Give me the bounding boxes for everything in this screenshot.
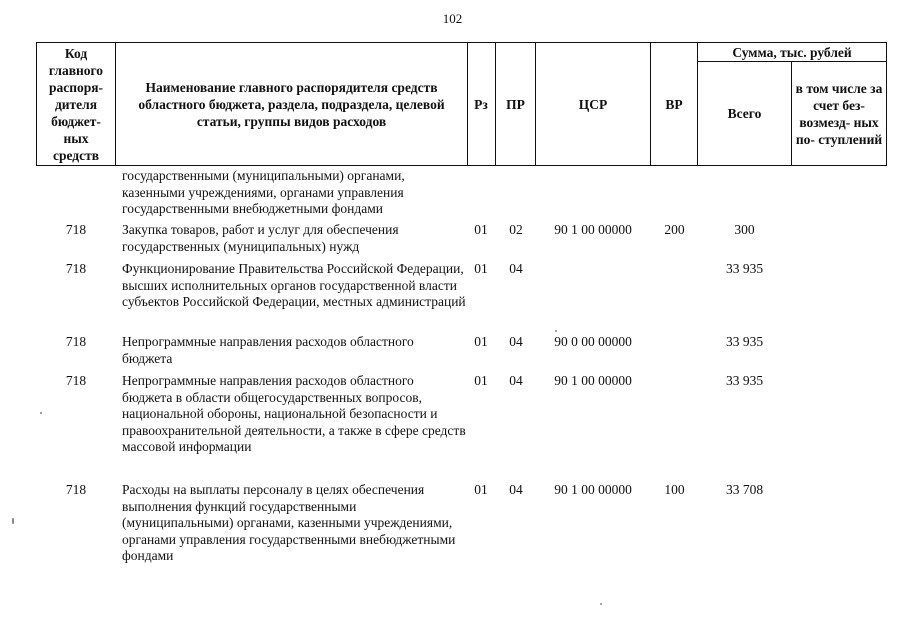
row-name: Закупка товаров, работ и услуг для обеспечения государственных (муниципальных) нужд [122, 222, 399, 254]
row-vr: 200 [664, 222, 685, 237]
row-name: Непрограммные направления расходов областного бюджета в области общегосударственных вопросов, национальной обороны, национальной безопасности и правоохранительной деятельности, а также в сфере средств массовой информации [122, 373, 466, 454]
header-vr: ВР [665, 97, 683, 112]
row-code: 718 [65, 334, 87, 349]
row-pr: 04 [509, 482, 523, 497]
header-name: Наименование главного распорядителя средств областного бюджета, раздела, подраздела, целевой статьи, группы видов расходов [138, 80, 445, 129]
row-rz: 01 [474, 482, 488, 497]
row-pr: 02 [509, 222, 523, 237]
row-rz: 01 [474, 373, 488, 388]
col-divider [36, 42, 37, 166]
row-csr: 90 1 00 00000 [554, 482, 632, 497]
row-vr: 100 [664, 482, 685, 497]
row-code: 718 [65, 482, 87, 497]
row-total: 33 708 [725, 482, 764, 497]
row-total: 33 935 [725, 373, 764, 388]
row-name: государственными (муниципальными) органами, казенными учреждениями, органами управления государственными внебюджетными фондами [122, 168, 405, 216]
row-pr: 04 [509, 373, 523, 388]
row-csr: 90 1 00 00000 [554, 222, 632, 237]
row-total: 300 [734, 222, 755, 237]
col-divider [115, 42, 116, 166]
row-code: 718 [65, 373, 87, 388]
row-rz: 01 [474, 261, 488, 276]
scan-speck [600, 603, 602, 605]
row-csr: 90 0 00 00000 [554, 334, 632, 349]
col-divider [791, 61, 792, 166]
header-sum-group: Сумма, тыс. рублей [732, 44, 852, 60]
page-number: 102 [442, 11, 463, 26]
row-rz: 01 [474, 334, 488, 349]
scan-speck [555, 330, 557, 332]
row-total: 33 935 [725, 334, 764, 349]
row-code: 718 [65, 261, 87, 276]
row-pr: 04 [509, 261, 523, 276]
row-csr: 90 1 00 00000 [554, 373, 632, 388]
header-csr: ЦСР [578, 97, 608, 112]
header-total: Всего [727, 106, 762, 121]
row-rz: 01 [474, 222, 488, 237]
header-pr: ПР [506, 97, 525, 112]
row-name: Расходы на выплаты персоналу в целях обеспечения выполнения функций государственными (муниципальными) органами, казенными учреждениями, органами управления государственными внебюджетными фондами [122, 482, 456, 563]
col-divider [886, 42, 887, 166]
row-pr: 04 [509, 334, 523, 349]
row-name: Непрограммные направления расходов областного бюджета [122, 334, 414, 366]
header-bottom-border [36, 165, 887, 166]
scan-speck [40, 412, 42, 414]
scan-speck [12, 518, 14, 524]
row-name: Функционирование Правительства Российской Федерации, высших исполнительных органов государственной власти субъектов Российской Федерации, местных администраций [122, 261, 466, 309]
row-total: 33 935 [725, 261, 764, 276]
header-code: Код главного распоря- дителя бюджет- ных средств [48, 46, 104, 163]
header-rz: Рз [474, 97, 488, 112]
row-code: 718 [65, 222, 87, 237]
header-incl: в том числе за счет без- возмезд- ных по- ступлений [795, 80, 883, 147]
